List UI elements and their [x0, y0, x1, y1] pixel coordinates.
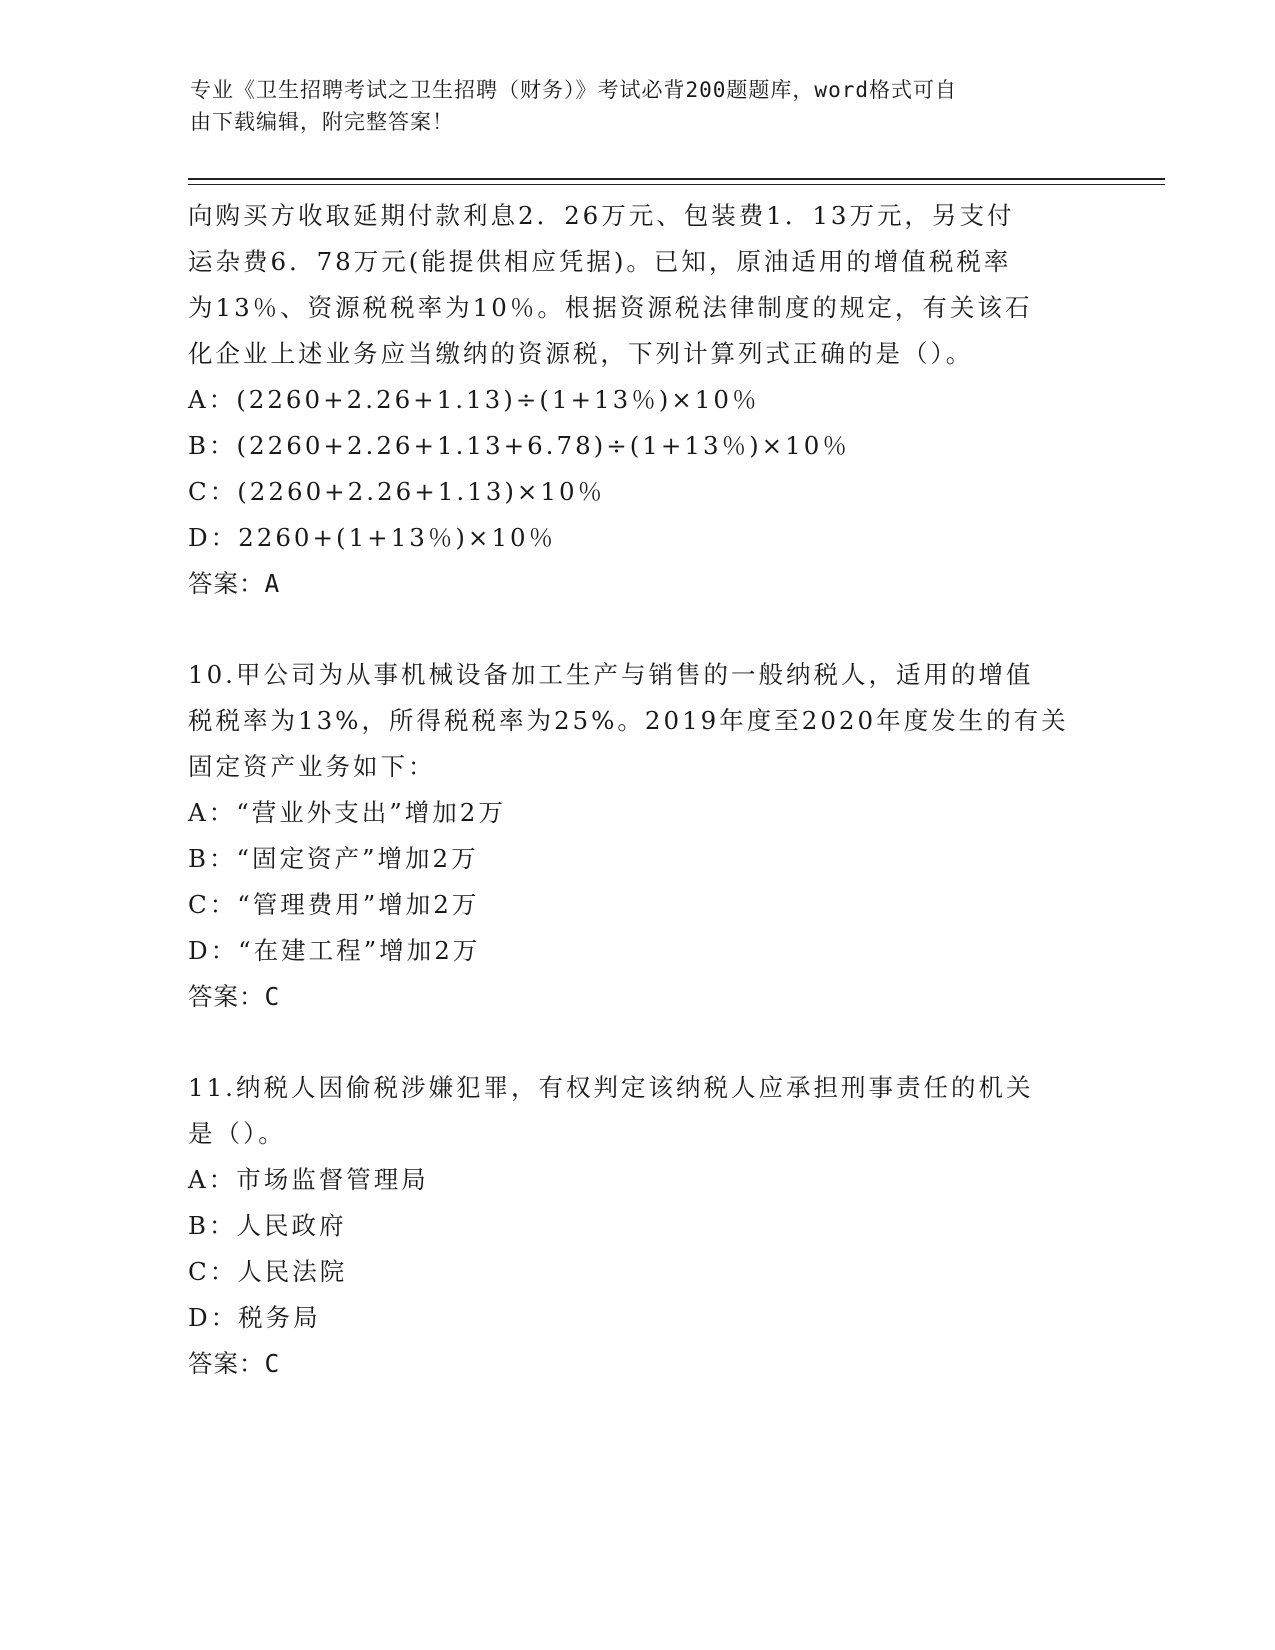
option-d: D：“在建工程”增加2万 — [188, 936, 481, 965]
answer-label: 答案：C — [188, 982, 281, 1011]
option-a: A：市场监督管理局 — [188, 1165, 429, 1194]
question-stem-line: 是（）。 — [188, 1119, 286, 1148]
option-b: B：(2260+2.26+1.13+6.78)÷(1+13％)×10％ — [188, 431, 850, 460]
document-body — [188, 193, 1108, 1387]
header-divider-thin — [188, 184, 1165, 185]
option-c: C：人民法院 — [188, 1257, 348, 1286]
answer-label: 答案：C — [188, 1349, 281, 1378]
question-stem-line: 11.纳税人因偷税涉嫌犯罪，有权判定该纳税人应承担刑事责任的机关 — [188, 1073, 1034, 1102]
option-c: C：(2260+2.26+1.13)×10％ — [188, 477, 606, 506]
question-stem-line: 化企业上述业务应当缴纳的资源税，下列计算列式正确的是（）。 — [188, 339, 974, 368]
option-b: B：人民政府 — [188, 1211, 347, 1240]
option-a: A：“营业外支出”增加2万 — [188, 798, 506, 827]
header-divider-thick — [188, 178, 1165, 180]
option-b: B：“固定资产”增加2万 — [188, 844, 479, 873]
header-title-line-1: 专业《卫生招聘考试之卫生招聘（财务）》考试必背200题题库，word格式可自 — [190, 78, 957, 102]
answer-label: 答案：A — [188, 569, 281, 598]
option-d: D：2260+(1+13％)×10％ — [188, 523, 557, 552]
header-title-line-2: 由下载编辑，附完整答案！ — [190, 110, 454, 134]
question-11 — [188, 1065, 1108, 1387]
question-stem-line: 运杂费6．78万元(能提供相应凭据)。已知，原油适用的增值税税率 — [188, 247, 1012, 276]
question-stem-line: 固定资产业务如下： — [188, 752, 436, 781]
option-c: C：“管理费用”增加2万 — [188, 890, 480, 919]
document-header — [190, 74, 1090, 138]
question-stem-line: 向购买方收取延期付款利息2．26万元、包装费1．13万元，另支付 — [188, 201, 1015, 230]
question-10 — [188, 652, 1108, 1020]
question-stem-line: 税税率为13%，所得税税率为25%。2019年度至2020年度发生的有关 — [188, 706, 1069, 735]
question-stem-line: 为13％、资源税税率为10％。根据资源税法律制度的规定，有关该石 — [188, 293, 1033, 322]
question-9 — [188, 193, 1108, 607]
option-a: A：(2260+2.26+1.13)÷(1+13％)×10％ — [188, 385, 760, 414]
spacer — [188, 1020, 1108, 1065]
option-d: D：税务局 — [188, 1303, 321, 1332]
question-stem-line: 10.甲公司为从事机械设备加工生产与销售的一般纳税人，适用的增值 — [188, 660, 1034, 689]
spacer — [188, 607, 1108, 652]
